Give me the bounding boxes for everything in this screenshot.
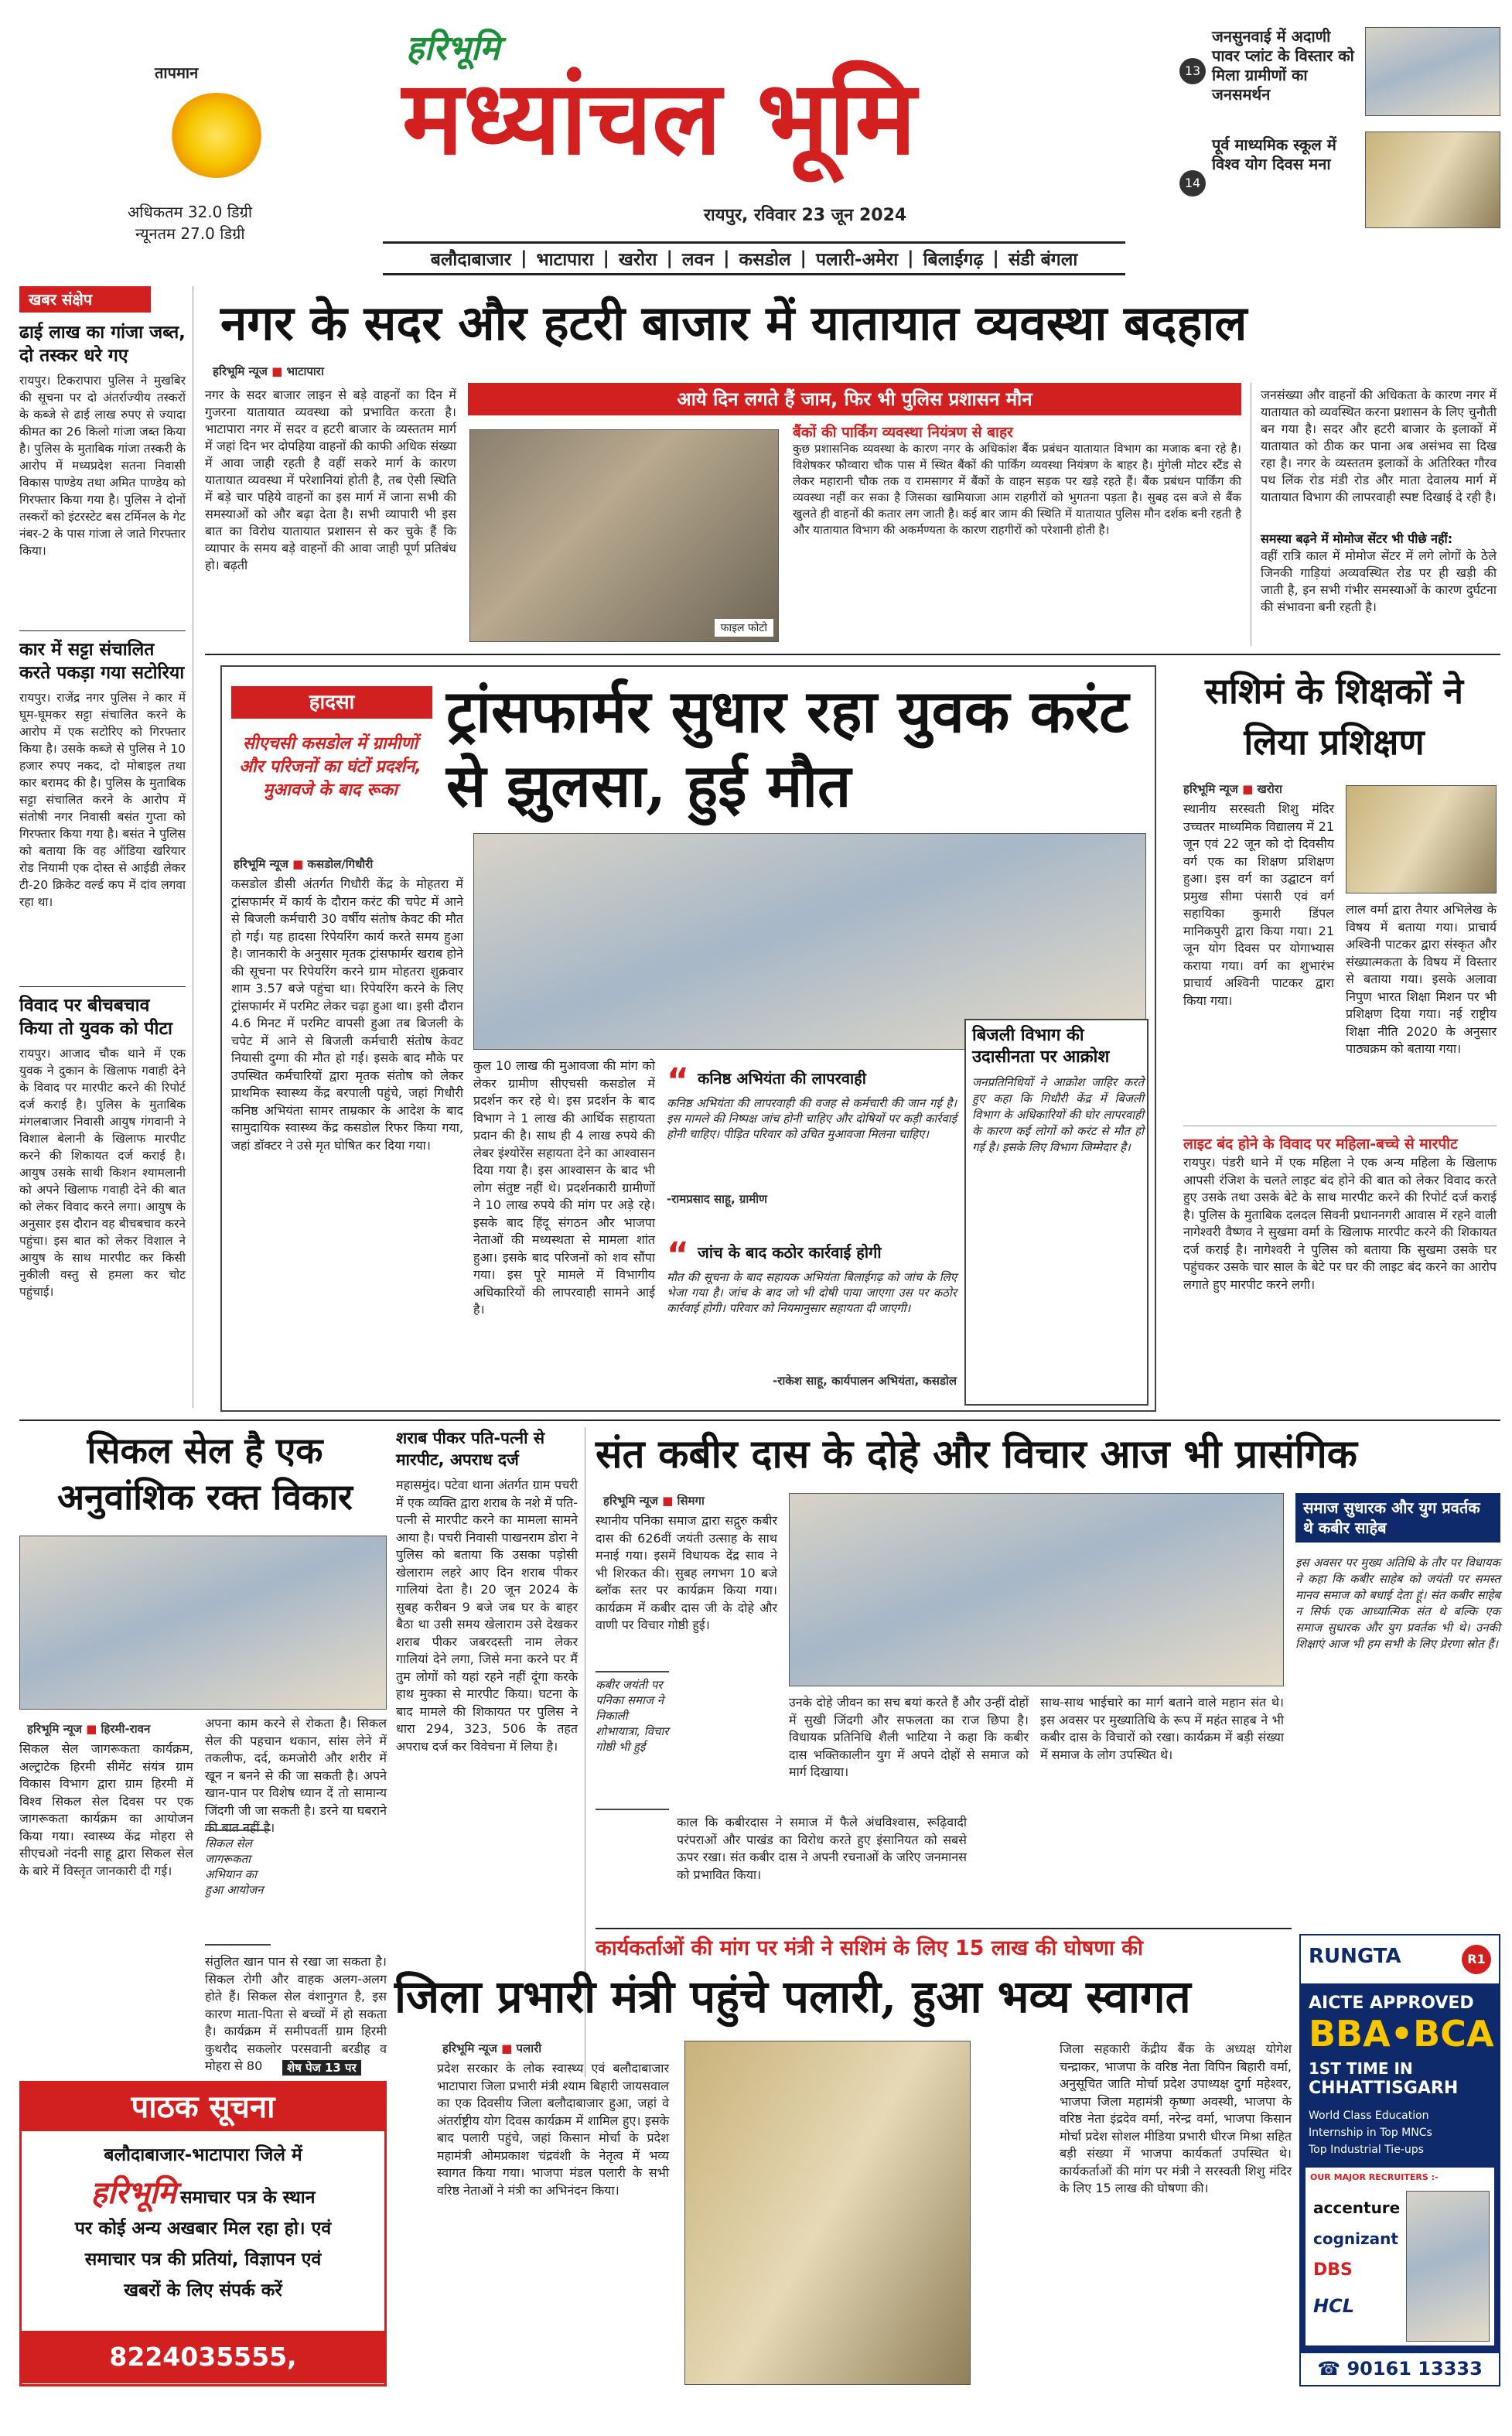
brief-title: विवाद पर बीचबचाव किया तो युवक को पीटा [19,996,172,1039]
ad-phone-bar[interactable] [1301,2353,1499,2385]
ad-bullets [1309,2107,1494,2158]
quote-mark-icon: “ [667,1235,689,1275]
divider: | [723,248,730,268]
inset-text: सिकल सेल जागरूकता अभियान का हुआ आयोजन [205,1836,264,1897]
ad-phone: 90161 13333 [1346,2358,1483,2380]
recruiter-logo: HCL [1313,2295,1354,2317]
brand-logo: हरिभूमि [406,29,500,68]
brief-item[interactable] [19,994,186,1397]
ad-state: CHHATTISGARH [1309,2079,1459,2098]
ad-recruiters-label: OUR MAJOR RECRUITERS :- [1310,2172,1439,2182]
sickle-headline: सिकल सेल है एक अनुवांशिक रक्त विकार [57,1430,353,1518]
quote-head: जांच के बाद कठोर कार्रवाई होगी [698,1243,882,1262]
sickle-byline: हरिभूमि न्यूज ■ हिरमी-रावन [27,1722,151,1736]
brief-column [19,286,193,1408]
ad-header [1301,1935,1499,1983]
region-item[interactable]: पलारी-अमेरा [815,250,899,270]
training-col2: लाल वर्मा द्वारा तैयार अभिलेख के विषय में बताया गया। प्राचार्य अश्विनी पाटकर द्वारा संस्कृत और संख्यात्मकता के विषय में विस्तार से बताया गया। इसके अलावा निपुण भारत शिक्षा मिशन पर भी प्रशिक्षण दिया गया। नई राष्ट्रीय शिक्षा नीति 2020 के अनुसार पाठ्यक्रम को बताया गया। [1346,902,1497,1056]
region-item[interactable]: लवन [681,250,715,270]
kabir-col4: साथ-साथ भाईचारे का मार्ग बताने वाले महान संत थे। इस अवसर पर मुख्यातिथि के रूप में महंत साहब ने भी कबीर दास के विचारों को रखा। कार्यक्रम में बड़ी संख्या में समाज के लोग उपस्थित थे। [1040,1695,1284,1762]
lead-col1: नगर के सदर बाजार लाइन से बड़े वाहनों का दिन में गुजरना यातायात व्यवस्था को प्रभावित करता है। भाटापारा नगर में सदर व हटरी बाजार के व्यस्ततम मार्ग में जहां दिन भर दोपहिया वाहनों की काफी अधिक संख्या में आवा जाही रहती है वहीं सकरे मार्ग के कारण यातायात व्यवस्था में परेशानियां होती है, तब ऐसी स्थिति में बड़े चार पहिये वाहनों का इस मार्ग में जाना सभी की समस्याओं को और बढ़ा देता है। सभी व्यापारी भी इस बात का विरोध यातायात प्रशासन से कर चुके हैं कि व्यापार के समय बड़े वाहनों की आवा जाही पूर्ण प्रतिबंध हो। बढ़ती [205,388,456,572]
side-box-text: जनप्रतिनिधियों ने आक्रोश जाहिर करते हुए कहा कि गिधौरी केंद्र में बिजली विभाग के अधिकारियों की घोर लापरवाही के कारण कई लोगों को करंट से मौत हो गई है। इसके लिए विभाग जिम्मेदार है। [972,1075,1144,1154]
quote-box-2 [667,1235,957,1402]
section-rule [19,1420,1500,1421]
bank-subhead: बैंकों की पार्किंग व्यवस्था नियंत्रण से बाहर [793,424,1013,441]
brief-body: रायपुर। राजेंद्र नगर पुलिस ने कार में घूम-घूमकर सट्टा संचालित करने के आरोप में एक सटोरिए को गिरफ्तार किया है। उसके कब्जे से पुलिस ने 10 हजार रुपए नकद, दो मोबाइल तथा कार बरामद की है। पुलिस के मुताबिक सट्टा संचालित करने के आरोप में संतोषी नगर निवासी बसंत गुप्ता को गिरफ्तार किया गया है। बसंत ने पुलिस को बताया कि वह ऑडिया खरियार रोड नियामी एक दोस्त से आईडी लेकर टी-20 क्रिकेट वर्ल्ड कप में दांव लगवा रहा था। [19,691,186,909]
minister-byline: हरिभूमि न्यूज ■ पलारी [442,2041,542,2055]
notice-brand: हरिभूमि [90,2175,176,2211]
quote-text: मौत की सूचना के बाद सहायक अभियंता बिलाईगढ़ को जांच के लिए भेजा गया है। जांच के बाद जो भी दोषी पाया जाएगा उस पर कठोर कार्रवाई होगी। परिवार को नियमानुसार सहायता दी जाएगी। [667,1270,957,1315]
teaser-text: पूर्व माध्यमिक स्कूल में विश्व योग दिवस मना [1212,135,1336,173]
crime-brief-title: शराब पीकर पति-पत्नी से मारपीट, अपराध दर्ज [396,1429,545,1469]
recruiter-logo: DBS [1313,2260,1353,2280]
kabir-story[interactable] [596,1427,1500,1922]
teaser-photo [1365,132,1500,228]
sickle-col1: सिकल सेल जागरूकता कार्यक्रम, अल्ट्राटेक हिरमी सीमेंट संयंत्र ग्राम विकास विभाग द्वारा ग्राम हिरमी में विश्व सिकल सेल दिवस पर एक जागरूकता कार्यक्रम का आयोजन किया गया। स्वास्थ्य केंद्र मोहरा से सीएचओ नंदनी साहू द्वारा सिकल सेल के बारे में विस्तृत जानकारी दी गई। [19,1741,193,1878]
accident-deck: सीएचसी कसडोल में ग्रामीणों और परिजनों का घंटों प्रदर्शन, मुआवजे के बाद रूका [239,734,422,800]
accident-story[interactable] [220,665,1156,1412]
lead-col3b: वहीं रात्रि काल में मोमोज सेंटर में लगे लोगों के ठेले जिनकी गाड़ियां अव्यवस्थित रोड पर ही खड़ी की जाती है, इन सभी गंभीर समस्याओं के कारण दुर्घटना की संभावना बनी रहती है। [1261,548,1497,614]
kabir-photo [789,1493,1284,1686]
notice-line: समाचार पत्र की प्रतियां, विज्ञापन एवं [84,2250,322,2270]
region-nav [383,241,1125,275]
lead-photo [469,429,779,642]
quote-by: -रामप्रसाद साहू, ग्रामीण [667,1192,767,1206]
ad-bullet: Top Industrial Tie-ups [1309,2144,1424,2156]
teaser-text: जनसुनवाई में अदाणी पावर प्लांट के विस्तार को मिला ग्रामीणों का जनसमर्थन [1212,27,1354,104]
weather-box [120,54,321,243]
region-item[interactable]: भाटापारा [536,250,594,270]
ad-first: 1ST TIME IN [1309,2059,1413,2078]
sickle-photo [19,1536,387,1710]
thermometer-icon [170,93,263,178]
sickle-col3: संतुलित खान पान से रखा जा सकता है। सिकल रोगी और वाहक अलग-अलग होते हैं। सिकल सेल वंशानुगत है, इस कारण माता-पिता से बच्चों में हो सकता है। कार्यक्रम में समीपवर्ती ग्राम हिरमी कुथरौद सकलोर परसवानी बरडीह व मोहरा से 80 [205,1954,387,2073]
continued-marker[interactable]: शेष पेज 13 पर [282,2060,361,2076]
teaser-page-badge: 14 [1179,170,1206,196]
minister-photo [684,2041,971,2385]
divider [19,630,186,631]
lead-col2: कुछ प्रशासनिक व्यवस्था के कारण नगर के अधिकांश बैंक प्रबंधन यातायात विभाग का मजाक बना रहे है। विशेषकर फौव्वारा चौक पास में स्थित बैंकों की पार्किंग व्यवस्था नियंत्रण के बाहर है। मुंगेली मोटर स्टैंड से लेकर महारानी चौक तक व रामसागर में बैंकों के वाहन सड़क पर खड़े रहते हैं। बैंक प्रबंधन पार्किंग की व्यवस्था नहीं कर सका है जिसका खामियाजा आम राहगीरों को भुगतना पड़ता है। सुबह दस बजे से बैंक खुलते ही वाहनों की कतार लग जाती है। कई बार जाम की स्थिति में यातायात पुलिस मौन दर्शक बनी रहती है और यातायात विभाग की अकर्मण्यता के कारण राहगीरों को परेशानी होती है। [793,442,1241,537]
lead-story[interactable] [205,286,1500,650]
ad-bullet: World Class Education [1309,2110,1429,2122]
training-photo [1346,785,1497,893]
brief-item[interactable] [19,638,186,1006]
divider: | [992,248,999,268]
lead-subhead: आये दिन लगते हैं जाम, फिर भी पुलिस प्रशासन मौन [468,383,1241,415]
minister-headline: जिला प्रभारी मंत्री पहुंचे पलारी, हुआ भव्य स्वागत [394,1970,1191,2023]
kabir-byline: हरिभूमि न्यूज ■ सिमगा [603,1494,705,1508]
recruiter-logo: accenture [1313,2199,1401,2217]
region-item[interactable]: संडी बंगला [1008,250,1078,270]
accident-col2: कुल 10 लाख की मुआवजा की मांग को लेकर ग्रामीण सीएचसी कसडोल में प्रदर्शन कर रहे थे। इस प्रदर्शन के बाद विभाग ने 1 लाख की आर्थिक सहायता प्रदान की है। साथ ही 4 लाख रुपये की लेबर इंश्योरेंस सहायता देने का आश्वासन दिया गया है। इस आश्वासन के बाद भी लोग संतुष्ट नहीं थे। प्रदर्शनकारी ग्रामीणों ने 10 लाख रुपये की मांग पर अड़े रहे। इसके बाद हिंदू संगठन और भाजपा नेताओं की मध्यस्थता से मामला शांत हुआ। इसके बाद परिजनों को शव सौंपा गया। इस पूरे मामले में विभागीय अधिकारियों की लापरवाही सामने आई है। [473,1058,655,1317]
ad-courses: BBA•BCA [1309,2013,1494,2055]
sidebox-head: समाज सुधारक और युग प्रवर्तक थे कबीर साहेब [1295,1493,1500,1543]
sub-story-head: लाइट बंद होने के विवाद पर महिला-बच्चे से मारपीट [1183,1136,1458,1153]
quote-box-1 [667,1061,957,1224]
ad-student-photo [1406,2191,1490,2342]
quote-head: कनिष्ठ अभियंता की लापरवाही [698,1069,866,1088]
max-temp: अधिकतम 32.0 डिग्री [128,203,253,221]
dateline: रायपुर, रविवार 23 जून 2024 [704,206,907,225]
teaser-1[interactable] [1179,27,1500,120]
sidebox-text: इस अवसर पर मुख्य अतिथि के तौर पर विधायक ने कहा कि कबीर साहेब को जयंती पर समस्त मानव समाज को बधाई देता हूं। संत कबीर साहेब न सिर्फ एक आध्यात्मिक संत थे बल्कि एक समाज सुधारक और युग प्रवर्तक भी थे। उनकी शिक्षाएं आज भी हम सभी के लिए प्रेरणा स्रोत हैं। [1295,1556,1500,1651]
inset-text: कबीर जयंती पर पनिका समाज ने निकाली शोभायात्रा, विचार गोष्ठी भी हुई [596,1678,669,1754]
teaser-page-badge: 13 [1179,58,1206,84]
kabir-sidebox [1295,1493,1500,1918]
lead-col3: जनसंख्या और वाहनों की अधिकता के कारण नगर में यातायात को व्यवस्थित करना प्रशासन के लिए चुनौती बन गया है। सदर और हटरी बाजार के इलाकों में यातायात को ठीक कर पाना अब असंभव सा दिख रहा है। नगर के व्यस्ततम इलाकों के अतिरिक्त गौरव पथ लिंक रोड मंडी रोड और माता देवालय मार्ग में यातायात विभाग की लापरवाही स्पष्ट दिखाई दे रही है। [1261,388,1497,504]
col3-subhead: समस्या बढ़ने में मोमोज सेंटर भी पीछे नहीं: [1261,531,1453,546]
teaser-photo [1365,27,1500,116]
quote-text: कनिष्ठ अभियंता की लापरवाही की वजह से कर्मचारी की जान गई है। इस मामले की निष्पक्ष जांच होनी चाहिए और दोषियों पर कड़ी कार्रवाई होनी चाहिए। पीड़ित परिवार को उचित मुआवजा मिलना चाहिए। [667,1096,957,1141]
kabir-col3: उनके दोहे जीवन का सच बयां करते हैं और उन्हीं दोहों में सुखी जिंदगी और सफलता का राज छिपा है। विधायक प्रतिनिधि शैली भाटिया ने कहा कि कबीर दास भक्तिकालीन युग में अपने दोहों से समाज को मार्ग दिखाया। [789,1695,1029,1779]
accident-kicker: हादसा [231,686,432,719]
photo-caption: फाइल फोटो [715,619,773,637]
notice-line: बलौदाबाजार-भाटापारा जिले में [104,2145,302,2165]
min-temp: न्यूनतम 27.0 डिग्री [135,224,245,243]
kabir-col1: स्थानीय पनिका समाज द्वारा सद्गुरु कबीर दास की 626वीं जयंती उत्साह के साथ मनाई गया। इसमें विधायक देंद्र साव ने भी शिरकत की। सुबह लगभग 10 बजे ब्लॉक स्तर पर कार्यक्रम किया गया। कार्यक्रम में कबीर दास जी के दोहे और वाणी पर विचार गोष्ठी हुई। [596,1513,777,1632]
ad-approved: AICTE APPROVED [1309,1994,1474,2013]
accident-byline: हरिभूमि न्यूज ■ कसडोल/गिधौरी [234,857,374,871]
notice-brand-line [22,2170,384,2212]
training-story[interactable] [1164,665,1500,1412]
kabir-inset [596,1671,669,1810]
minister-col2: जिला सहकारी केंद्रीय बैंक के अध्यक्ष योगेश चन्द्राकर, भाजपा के वरिष्ठ नेता विपिन बिहारी वर्मा, अनुसूचित जाति मोर्चा प्रदेश उपाध्यक्ष दुर्गा महेश्वर, भाजपा जिला महामंत्री कृष्णा अवस्थी, भाजपा के वरिष्ठ नेता इंद्रदेव वर्मा, नरेन्द्र वर्मा, भाजपा किसान मोर्चा प्रदेश सोशल मीडिया प्रभारी धीरज मिश्रा सहित बड़ी संख्या में भाजपा कार्यकर्ता उपस्थित थे। कार्यकर्ताओं की मांग पर मंत्री ने सरस्वती शिशु मंदिर के लिए 15 लाख की घोषणा की। [1060,2041,1292,2195]
brief-title: ढाई लाख का गांजा जब्त, दो तस्कर धरे गए [19,323,186,366]
phone-icon: ☎ [1317,2358,1341,2380]
ad-recruiters-box [1306,2168,1494,2345]
region-item[interactable]: खरोरा [618,250,657,270]
accident-photo [473,833,1146,1050]
divider: | [666,248,673,268]
divider: | [602,248,609,268]
section-rule [205,654,1500,655]
accident-headline: ट्रांसफार्मर सुधार रहा युवक करंट से झुलसा, हुई मौत [446,677,1129,820]
brief-body: रायपुर। आजाद चौक थाने में एक युवक ने दुकान के खिलाफ गवाही देने के विवाद पर मारपीट करने की रिपोर्ट दर्ज कराई है। पुलिस के मुताबिक मंगलबाजार निवासी आयुष गंगवानी ने विशाल बेलानी के खिलाफ मारपीट करने की शिकायत दर्ज कराई है। आयुष उसके साथी किशन श्यामलानी को अपने खिलाफ गवाही देने की बात को लेकर विवाद करने लगा। आयुष के अनुसार इस दौरान वह बीचबचाव करने पहुंचा। इस बात को लेकर विशाल ने आयुष के साथ मारपीट कर किसी नुकीली वस्तु से हमला कर चोट पहुंचाई। [19,1047,186,1299]
lead-headline: नगर के सदर और हटरी बाजार में यातायात व्यवस्था बदहाल [220,295,1247,351]
weather-label: तापमान [155,63,199,82]
rungta-ad[interactable] [1299,1934,1500,2386]
sickle-inset [205,1830,271,1946]
sickle-col2: अपना काम करने से रोकता है। सिकल सेल की पहचान थकान, सांस लेने में तकलीफ, दर्द, कमजोरी और शरीर में खून न बनने से की जा सकती है। अपने खान-पान पर विशेष ध्यान दें तो सामान्य जिंदगी जी जा सकती है। डरने या घबराने की बात नहीं है। [205,1716,387,1835]
region-item[interactable]: बिलाईगढ़ [923,250,984,270]
notice-line: खबरों के लिए संपर्क करें [124,2281,282,2301]
training-headline: सशिमं के शिक्षकों ने लिया प्रशिक्षण [1204,670,1464,763]
notice-title: पाठक सूचना [22,2083,384,2131]
accident-col1: कसडोल डीसी अंतर्गत गिधौरी केंद्र के मोहतरा में ट्रांसफार्मर में कार्य के दौरान करंट की चपेट में आने से बिजली कर्मचारी 30 वर्षीय संतोष केवट की मौत हो गई। यह हादसा रिपेयरिंग कार्य करते समय हुआ है। जानकारी के अनुसार मृतक ट्रांसफार्मर खराब होने की सूचना पर रिपेयरिंग करने ग्राम मोहतरा शुक्रवार शाम 3.57 बजे पहुंचा था। रिपेयरिंग करने के लिए ट्रांसफार्मर में परमिट लेकर चढ़ा हुआ था। इसी दौरान 4.6 मिनट में परमिट वापसी हुआ तब बिजली के चपेट में आने से बिजली कर्मचारी संतोष केवट नियासी दुग्गा की मौत हो गई। इसके बाद मौके पर उपस्थित कर्मचारियों द्वारा मृतक संतोष को लेकर प्राथमिक स्वास्थ्य केंद्र बरपाली पहुंचे, जहां गिधौरी कनिष्ठ अभियंता सामर ताम्रकार के आदेश के बाद सामुदायिक स्वास्थ्य केंद्र कसडोल रिफर किया गया, जहां डॉक्टर ने उसे मृत घोषित कर दिया गया। [231,876,463,1153]
region-item[interactable]: बलौदाबाजार [430,250,512,270]
sickle-col2b [278,1830,387,1961]
brief-item[interactable] [19,321,186,627]
masthead [0,0,1512,270]
brief-body: रायपुर। टिकरापारा पुलिस ने मुखबिर की सूचना पर दो अंतर्राज्यीय तस्करों के कब्जे से ढाई लाख रुपए से ज्यादा कीमत का 26 किलो गांजा जब्त किया है। पुलिस के मुताबिक गांजा तस्करी के आरोप में मध्यप्रदेश सतना निवासी विकास पाण्डेय तथा अमित पाण्डेय को गिरफ्तार किया गया है। पुलिस ने दोनों तस्करों को इंटरस्टेट बस टर्मिनल के गेट नंबर-2 के पास गांजा ले जाते गिरफ्तार किया। [19,374,186,558]
crime-brief-body: महासमुंद। पटेवा थाना अंतर्गत ग्राम पचरी में एक व्यक्ति द्वारा शराब के नशे में पति-पत्नी से मारपीट करने का मामला सामने आया है। पचरी निवासी पाखनराम डोरा ने पुलिस को बताया कि उसका पड़ोसी खेलाराम लहरे आए दिन शराब पीकर गालियां देता है। 20 जून 2024 के सुबह करीबन 9 बजे जब घर के बाहर बैठा था उसी समय खेलाराम उसे देखकर शराब पीकर जबरदस्ती नाम लेकर गालियां देने लगा, जिसे मना करने पर मैं तुम लोगों को यहां रहने नहीं दूंगा करके हाथ मुक्का से मारपीट किया। घटना के बाद मामले की शिकायत पर पुलिस ने धारा 294, 323, 506 के तहत अपराध दर्ज कर विवेचना में लिया है। [396,1478,578,1754]
reader-notice [19,2081,387,2424]
recruiter-logo: cognizant [1313,2229,1398,2248]
kabir-headline: संत कबीर दास के दोहे और विचार आज भी प्रासंगिक [596,1431,1357,1478]
lead-byline: हरिभूमि न्यूज ■ भाटापारा [213,364,324,378]
sickle-story[interactable] [19,1427,387,2077]
quote-mark-icon: “ [667,1061,689,1101]
quote-by: -राकेश साहू, कार्यपालन अभियंता, कसडोल [772,1374,957,1388]
notice-phones[interactable]: 8224035555, 8370049468 [22,2331,384,2383]
notice-line: समाचार पत्र के स्थान [179,2188,316,2208]
minister-col1: प्रदेश सरकार के लोक स्वास्थ्य एवं बलौदाबाजार भाटापारा जिला प्रभारी मंत्री श्याम बिहारी जायसवाल का एक दिवसीय जिला बलौदाबाजार हुआ, जहां वे अंतर्राष्ट्रीय योग दिवस कार्यक्रम में शामिल हुए। इसके बाद पलारी पहुंचे, जहां किसान मोर्चा के प्रदेश महामंत्री ओमप्रकाश चंद्रवंशी के नेतृत्व में भव्य स्वागत किया गया। भाजपा मंडल पलारी के सभी वरिष्ठ नेताओं ने मंत्री का अभिनंदन किया। [437,2061,669,2198]
section-rule [596,1928,1292,1929]
region-item[interactable]: कसडोल [739,250,791,270]
minister-kicker: कार्यकर्ताओं की मांग पर मंत्री ने सशिमं के लिए 15 लाख की घोषणा की [596,1936,1143,1960]
divider: | [800,248,807,268]
brief-title: कार में सट्टा संचालित करते पकड़ा गया सटोरिया [19,640,185,683]
ad-badge: R1 [1462,1945,1491,1974]
ad-brand: RUNGTA [1309,1945,1401,1968]
notice-line: पर कोई अन्य अखबार मिल रहा हो। एवं [74,2219,332,2239]
side-box-title: बिजली विभाग की उदासीनता पर आक्रोश [972,1026,1110,1067]
ad-bullet: Internship in Top MNCs [1309,2127,1432,2139]
kabir-col2: काल कि कबीरदास ने समाज में फैले अंधविश्वास, रूढ़िवादी परंपराओं और पाखंड का विरोध करते हुए इंसानियत को सबसे ऊपर रखा। संत कबीर दास ने अपनी रचनाओं के जरिए जनमानस को प्रभावित किया। [677,1815,967,1882]
divider [19,986,186,987]
sub-story-text: रायपुर। पंडरी थाने में एक महिला ने एक अन्य महिला के खिलाफ आपसी रंजिश के चलते लाइट बंद होने की बात को लेकर विवाद करते हुए उसके तथा उसके बेटे के साथ मारपीट करने की रिपोर्ट दर्ज कराई है। पुलिस के मुताबिक दलदल सिवनी प्रधाननगरी आवास में रहने वाली नागेश्वरी वैष्णव ने सुखमा वर्मा के खिलाफ मारपीट करने की शिकायत दर्ज कराई है। नागेश्वरी ने पुलिस को बताया कि सुखमा उसके घर पहुंचकर उसके चार साल के बेटे पर घर की लाइट बंद करने का आरोप लगाते हुए मारपीट करने लगी। [1183,1155,1497,1292]
brief-label: खबर संक्षेप [19,286,151,313]
divider: | [907,248,914,268]
training-col1: स्थानीय सरस्वती शिशु मंदिर उच्चतर माध्यमिक विद्यालय में 21 जून एवं 22 जून को दो दिवसीय वर्ग एक का शिक्षण प्रशिक्षण हुआ। इस वर्ग का उद्घाटन वर्ग प्रमुख सीमा पंसारी एवं वर्ग सहायिका कुमारी डिंपल मानिकपुरी द्वारा किया गया। 21 जून योग दिवस पर योगाभ्यास कराया गया। वर्ग का शुभारंभ प्राचार्य अश्विनी पाटकर द्वारा किया गया। [1183,801,1334,1008]
training-byline: हरिभूमि न्यूज ■ खरोरा [1183,782,1282,796]
masthead-title: मध्यांचल भूमि [402,58,916,178]
side-box [964,1019,1149,1406]
divider: | [520,248,527,268]
minister-story[interactable] [394,1932,1292,2389]
teaser-2[interactable] [1179,128,1500,228]
